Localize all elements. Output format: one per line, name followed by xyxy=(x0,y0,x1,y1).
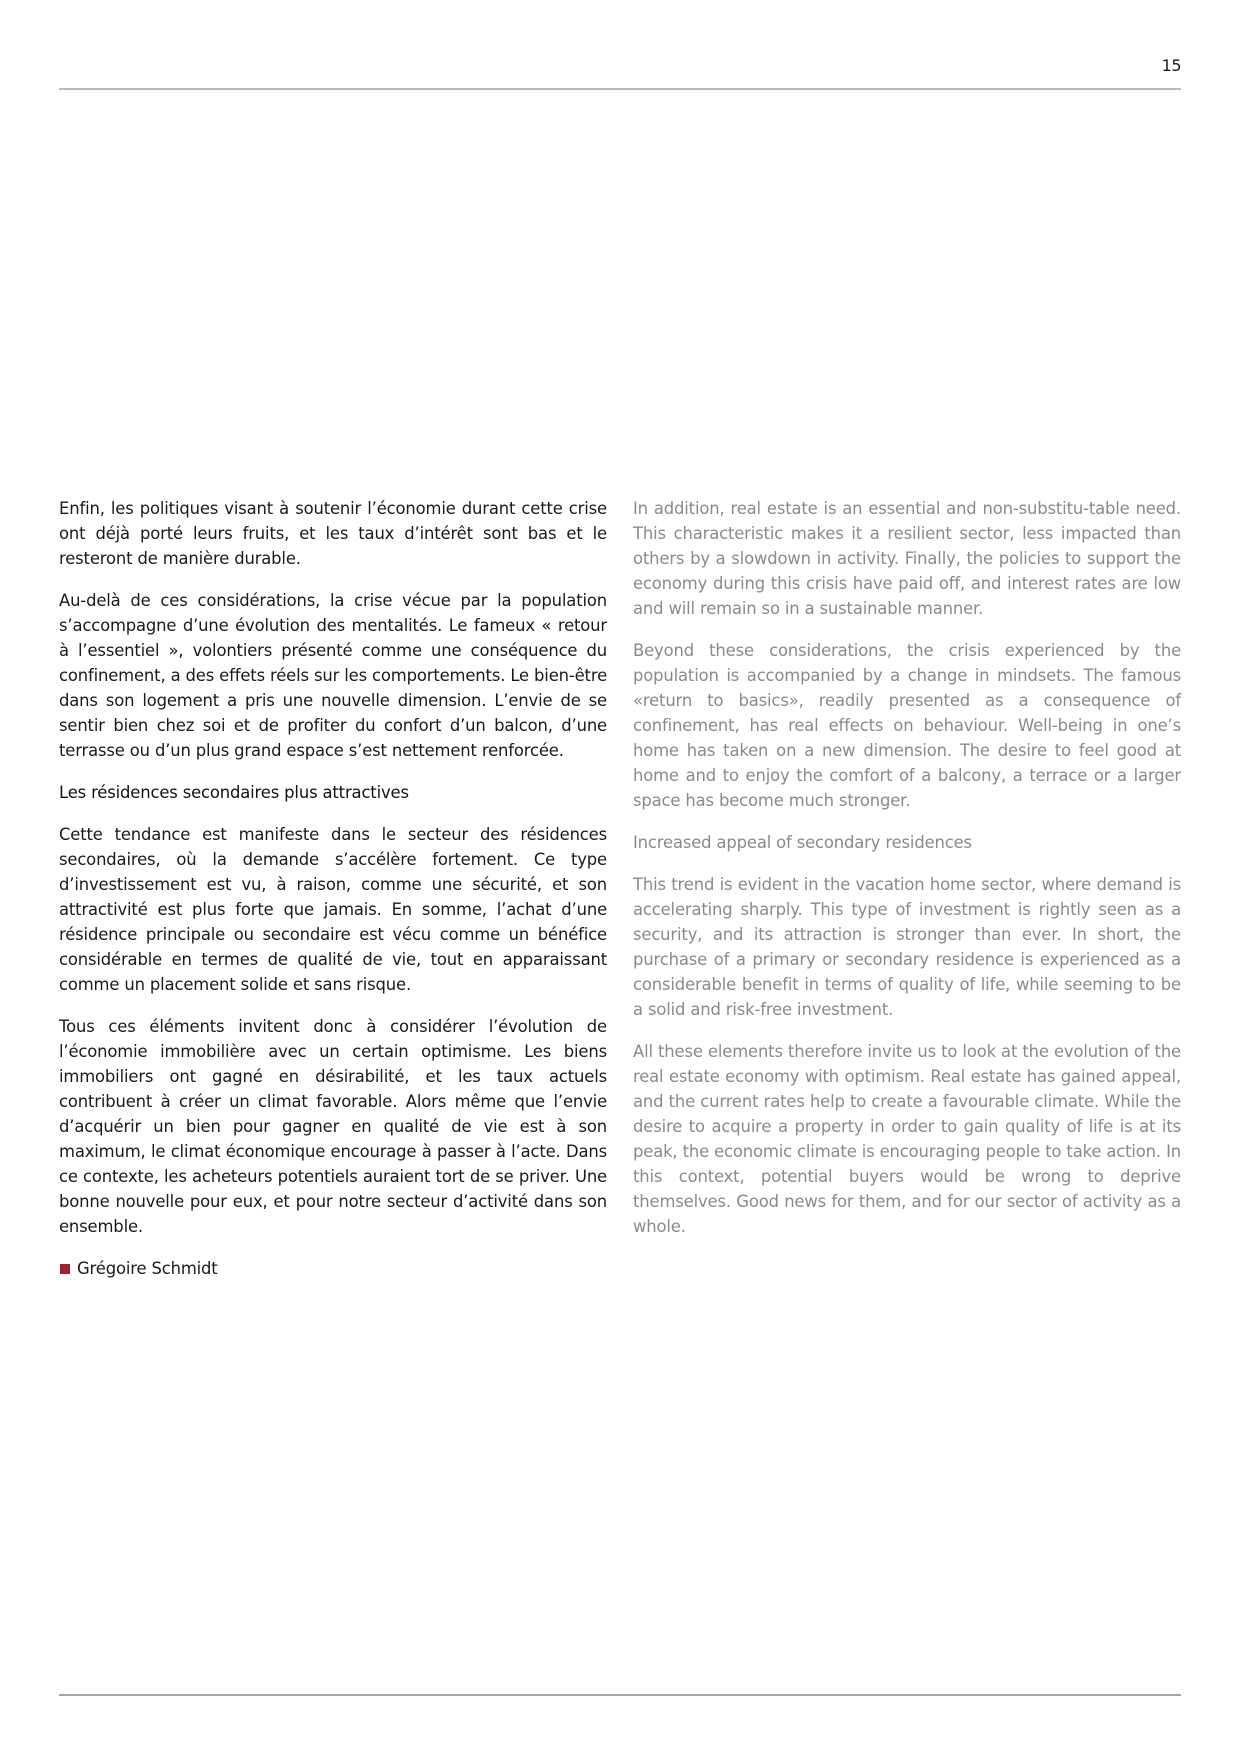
author-signature xyxy=(59,1256,607,1281)
french-subheading: Les résidences secondaires plus attractives xyxy=(59,783,409,802)
author-name: Grégoire Schmidt xyxy=(77,1259,218,1278)
english-paragraph-3: This trend is evident in the vacation home sector, where demand is accelerating sharply. This type of investment is rightly seen as a security, and its attraction is stronger than ever. In short, the purchase of a primary or secondary residence is experienced as a considerable benefit in terms of quality of life, while seeming to be a solid and risk-free investment. xyxy=(633,875,1181,1019)
english-column xyxy=(633,496,1181,1256)
page-number: 15 xyxy=(1161,56,1181,75)
english-paragraph-4: All these elements therefore invite us to look at the evolution of the real estate economy with optimism. Real estate has gained appeal, and the current rates help to create a favourable climate. While the desire to acquire a property in order to gain quality of life is at its peak, the economic climate is encouraging people to take action. In this context, potential buyers would be wrong to deprive themselves. Good news for them, and for our sector of activity as a whole. xyxy=(633,1042,1181,1236)
french-paragraph-1: Enfin, les politiques visant à soutenir l’économie durant cette crise ont déjà porté leurs fruits, et les taux d’intérêt sont bas et le resteront de manière durable. xyxy=(59,499,607,568)
english-paragraph-1: In addition, real estate is an essential and non-substitu-table need. This characteristic makes it a resilient sector, less impacted than others by a slowdown in activity. Finally, the policies to support the economy during this crisis have paid off, and interest rates are low and will remain so in a sustainable manner. xyxy=(633,499,1181,618)
french-paragraph-4: Tous ces éléments invitent donc à considérer l’évolution de l’économie immobilière avec un certain optimisme. Les biens immobiliers ont gagné en désirabilité, et les taux actuels contribuent à créer un climat favorable. Alors même que l’envie d’acquérir un bien pour gagner en qualité de vie est à son maximum, le climat économique encourage à passer à l’acte. Dans ce contexte, les acheteurs potentiels auraient tort de se priver. Une bonne nouvelle pour eux, et pour notre secteur d’activité dans son ensemble. xyxy=(59,1017,607,1236)
footer-divider xyxy=(59,1694,1181,1696)
french-column xyxy=(59,496,607,1281)
english-paragraph-2: Beyond these considerations, the crisis experienced by the population is accompanied by a change in mindsets. The famous «return to basics», readily presented as a consequence of confinement, has real effects on behaviour. Well-being in one’s home has taken on a new dimension. The desire to feel good at home and to enjoy the comfort of a balcony, a terrace or a larger space has become much stronger. xyxy=(633,641,1181,810)
french-paragraph-3: Cette tendance est manifeste dans le secteur des résidences secondaires, où la demande s’accélère fortement. Ce type d’investissement est vu, à raison, comme une sécurité, et son attractivité est plus forte que jamais. En somme, l’achat d’une résidence principale ou secondaire est vécu comme un bénéfice considérable en termes de qualité de vie, tout en apparaissant comme un placement solide et sans risque. xyxy=(59,825,607,994)
square-bullet-icon xyxy=(60,1264,70,1274)
header-divider xyxy=(59,88,1181,90)
french-paragraph-2: Au-delà de ces considérations, la crise vécue par la population s’accompagne d’une évolution des mentalités. Le fameux « retour à l’essentiel », volontiers présenté comme une conséquence du confinement, a des effets réels sur les comportements. Le bien-être dans son logement a pris une nouvelle dimension. L’envie de se sentir bien chez soi et de profiter du confort d’un balcon, d’une terrasse ou d’un plus grand espace s’est nettement renforcée. xyxy=(59,591,607,760)
english-subheading: Increased appeal of secondary residences xyxy=(633,833,972,852)
